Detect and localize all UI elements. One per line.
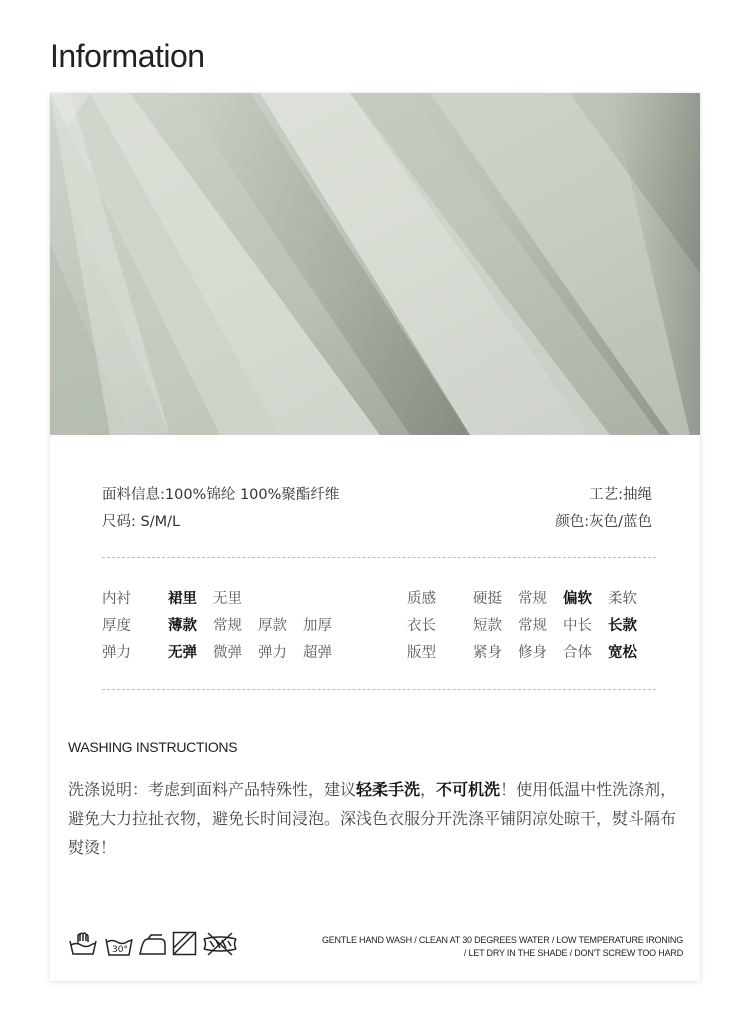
no-machine-wash-emphasis: 不可机洗 (436, 780, 501, 799)
wash-30-icon (104, 931, 134, 961)
fabric-info-row (102, 483, 652, 504)
do-not-wring-icon (202, 931, 238, 961)
attribute-label: 内衬 (102, 591, 131, 607)
divider (102, 557, 656, 558)
attribute-option: 超弹 (303, 645, 332, 661)
attribute-row (407, 614, 667, 634)
attribute-option: 无里 (213, 591, 242, 607)
washing-instructions: 洗涤说明：考虑到面料产品特殊性，建议轻柔手洗，不可机洗！使用低温中性洗涤剂，避免大力拉扯衣物，避免长时间浸泡。深浅色衣服分开洗涤平铺阴凉处晾干，熨斗隔布熨烫！ (68, 780, 677, 857)
attribute-option-selected: 裙里 (168, 591, 197, 607)
hand-wash-icon (68, 931, 98, 961)
fabric-photo (50, 93, 700, 435)
attribute-option: 中长 (563, 618, 592, 634)
care-english-line2: / LET DRY IN THE SHADE / DON'T SCREW TOO HARD (463, 948, 683, 958)
attribute-option: 加厚 (303, 618, 332, 634)
attribute-label: 厚度 (102, 618, 131, 634)
attribute-option: 厚款 (258, 618, 287, 634)
care-english-line1: GENTLE HAND WASH / CLEAN AT 30 DEGREES WATER / LOW TEMPERATURE IRONING (321, 935, 683, 945)
attribute-option: 微弹 (213, 645, 242, 661)
size-color-row (102, 510, 652, 531)
attribute-option: 硬挺 (473, 591, 502, 607)
attribute-label: 弹力 (102, 645, 131, 661)
hand-wash-emphasis: 轻柔手洗 (356, 780, 421, 799)
size-info: 尺码: S/M/L (102, 514, 181, 530)
divider (102, 689, 656, 690)
craft-info: 工艺:抽绳 (589, 487, 652, 503)
attribute-option: 紧身 (473, 645, 502, 661)
attribute-option: 常规 (518, 618, 547, 634)
attribute-option: 常规 (213, 618, 242, 634)
attribute-option: 常规 (518, 591, 547, 607)
iron-icon (138, 931, 168, 961)
attribute-option: 弹力 (258, 645, 287, 661)
page-title: Information (50, 38, 205, 74)
color-info: 颜色:灰色/蓝色 (555, 514, 652, 530)
fabric-info: 面料信息:100%锦纶 100%聚酯纤维 (102, 487, 340, 503)
wash-temperature-label: 30° (112, 945, 128, 955)
attribute-label: 衣长 (407, 618, 436, 634)
attribute-option: 修身 (518, 645, 547, 661)
attribute-option: 柔软 (608, 591, 637, 607)
attribute-row (102, 587, 362, 607)
attribute-option-selected: 无弹 (168, 645, 197, 661)
attribute-row (407, 641, 667, 661)
attribute-option-selected: 薄款 (168, 618, 197, 634)
info-card (50, 93, 700, 981)
attribute-option-selected: 偏软 (563, 591, 592, 607)
attribute-option: 短款 (473, 618, 502, 634)
attribute-row (407, 587, 667, 607)
attribute-label: 版型 (407, 645, 436, 661)
attribute-option-selected: 长款 (608, 618, 637, 634)
washing-title: WASHING INSTRUCTIONS (68, 739, 238, 755)
attribute-row (102, 641, 362, 661)
attribute-row (102, 614, 362, 634)
attribute-option: 合体 (563, 645, 592, 661)
attribute-label: 质感 (407, 591, 436, 607)
dry-in-shade-icon (172, 931, 198, 961)
attribute-option-selected: 宽松 (608, 645, 637, 661)
